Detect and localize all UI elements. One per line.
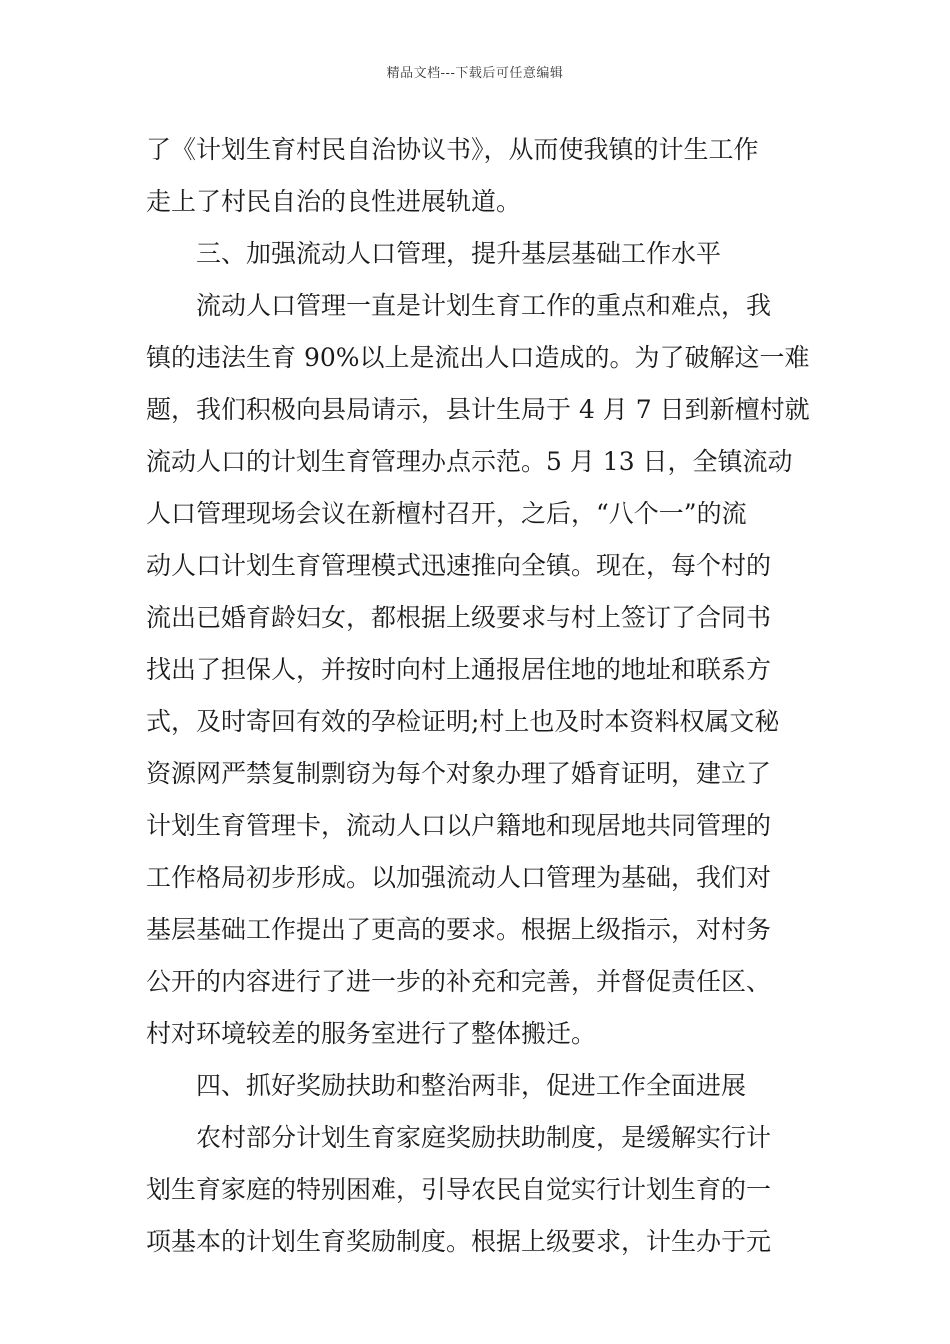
text-line: 村对环境较差的服务室进行了整体搬迁。 xyxy=(146,1019,597,1048)
text-line: 计划生育管理卡，流动人口以户籍地和现居地共同管理的 xyxy=(146,811,772,840)
text-line: 动人口计划生育管理模式迅速推向全镇。现在，每个村的 xyxy=(146,551,772,580)
text-line: 工作格局初步形成。以加强流动人口管理为基础，我们对 xyxy=(146,863,772,892)
section-heading: 三、加强流动人口管理，提升基层基础工作水平 xyxy=(146,239,722,268)
text-line: 流出已婚育龄妇女，都根据上级要求与村上签订了合同书 xyxy=(146,603,772,632)
text-line: 划生育家庭的特别困难，引导农民自觉实行计划生育的一 xyxy=(146,1175,772,1204)
text-line: 流动人口的计划生育管理办点示范。5 月 13 日，全镇流动 xyxy=(146,447,793,476)
text-line: 项基本的计划生育奖励制度。根据上级要求，计生办于元 xyxy=(146,1227,772,1256)
text-line: 题，我们积极向县局请示，县计生局于 4 月 7 日到新檀村就 xyxy=(146,395,810,424)
page-header: 精品文档---下载后可任意编辑 xyxy=(386,66,564,81)
document-body xyxy=(146,124,810,1268)
text-line: 镇的违法生育 90%以上是流出人口造成的。为了破解这一难 xyxy=(146,343,810,372)
text-line: 走上了村民自治的良性进展轨道。 xyxy=(146,187,522,216)
text-line: 找出了担保人，并按时向村上通报居住地的地址和联系方 xyxy=(146,655,772,684)
text-line: 公开的内容进行了进一步的补充和完善，并督促责任区、 xyxy=(146,967,772,996)
text-line: 基层基础工作提出了更高的要求。根据上级指示，对村务 xyxy=(146,915,772,944)
text-line: 资源网严禁复制剽窃为每个对象办理了婚育证明，建立了 xyxy=(146,759,772,788)
text-line: 人口管理现场会议在新檀村召开，之后，“八个一”的流 xyxy=(146,499,747,528)
text-line: 式，及时寄回有效的孕检证明;村上也及时本资料权属文秘 xyxy=(146,707,780,736)
section-heading: 四、抓好奖励扶助和整治两非，促进工作全面进展 xyxy=(146,1071,747,1100)
text-line: 农村部分计划生育家庭奖励扶助制度，是缓解实行计 xyxy=(146,1123,772,1152)
text-line: 流动人口管理一直是计划生育工作的重点和难点，我 xyxy=(146,291,772,320)
text-line: 了《计划生育村民自治协议书》，从而使我镇的计生工作 xyxy=(146,135,759,164)
